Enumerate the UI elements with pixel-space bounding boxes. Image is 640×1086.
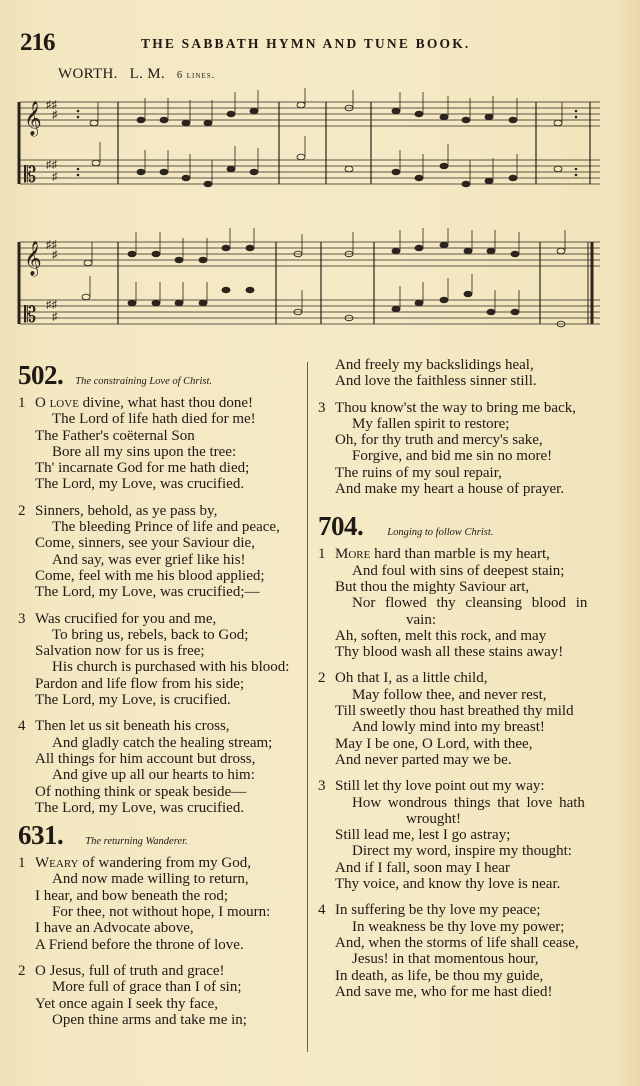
first-word: Weary xyxy=(35,855,79,872)
music-score-system-2 xyxy=(16,228,600,338)
tune-lines: 6 lines. xyxy=(176,70,216,81)
hymn-line: And never parted may we be. xyxy=(335,751,512,768)
hymn-line: In death, as life, be thou my guide, xyxy=(335,967,544,984)
hymn-line: Till sweetly thou hast breathed thy mild xyxy=(335,703,574,720)
hymn-line: For thee, not without hope, I mourn: xyxy=(52,904,271,921)
hymn-line: And say, was ever grief like his! xyxy=(52,551,246,568)
tune-name: WORTH. xyxy=(58,66,118,82)
hymn-heading xyxy=(18,820,318,851)
stanza-1 xyxy=(318,546,618,660)
stanza-4 xyxy=(318,902,618,1000)
hymn-line: All things for him account but dross, xyxy=(35,750,256,767)
hymn-line: Open thine arms and take me in; xyxy=(52,1011,247,1028)
hymn-line: My fallen spirit to restore; xyxy=(352,415,510,432)
running-title: THE SABBATH HYMN AND TUNE BOOK. xyxy=(141,36,471,51)
stanza-3 xyxy=(318,400,618,498)
svg-text:𝄞: 𝄞 xyxy=(24,242,42,275)
hymn-line: Come, feel with me his blood applied; xyxy=(35,567,265,584)
verse-number: 2 xyxy=(18,962,26,979)
music-score-system-1 xyxy=(16,88,600,198)
stanza-3 xyxy=(318,778,618,892)
hymn-line: Oh that I, as a little child, xyxy=(335,670,488,687)
hymn-heading xyxy=(18,360,318,391)
hymn-number: 502. xyxy=(18,360,64,390)
hymn-631 xyxy=(18,820,318,1028)
staff-notation xyxy=(16,228,600,338)
svg-text:♯: ♯ xyxy=(52,171,58,183)
stanza-4 xyxy=(18,718,318,816)
hymn-line: Salvation now for us is free; xyxy=(35,643,205,660)
page-number: 216 xyxy=(20,29,55,56)
hymn-line: Of nothing think or speak beside— xyxy=(35,783,247,800)
svg-text:𝄡: 𝄡 xyxy=(24,302,37,327)
svg-text:𝄡: 𝄡 xyxy=(24,162,37,187)
hymn-line: Sinners, behold, as ye pass by, xyxy=(35,502,218,519)
hymn-line: And save me, who for me hast died! xyxy=(335,983,553,1000)
hymn-title: The returning Wanderer. xyxy=(85,836,188,848)
hymn-line: The Lord, my Love, was crucified. xyxy=(35,799,245,816)
hymn-line: O Jesus, full of truth and grace! xyxy=(35,962,225,979)
stanza-2 xyxy=(318,670,618,768)
hymn-line: In weakness be thy love my power; xyxy=(352,918,565,935)
hymn-heading xyxy=(318,511,618,542)
hymn-line: And if I fall, soon may I hear xyxy=(335,859,510,876)
hymn-title: The constraining Love of Christ. xyxy=(75,376,213,387)
hymn-line: More full of grace than I of sin; xyxy=(52,979,242,996)
hymn-line: Nor flowed thy cleansing blood in xyxy=(352,595,588,612)
hymn-line: I have an Advocate above, xyxy=(35,920,194,937)
hymn-line: hard than marble is my heart, xyxy=(370,546,550,563)
hymn-title: Longing to follow Christ. xyxy=(387,527,494,539)
hymn-line: In suffering be thy love my peace; xyxy=(335,902,541,919)
hymn-line: Direct my word, inspire my thought: xyxy=(352,843,572,860)
svg-text:♯: ♯ xyxy=(52,311,58,323)
verse-number: 4 xyxy=(318,902,326,919)
hymn-line: The Father's coëternal Son xyxy=(35,427,195,444)
verse-number: 3 xyxy=(18,610,26,627)
hymn-line: The Lord, my Love, was crucified;— xyxy=(35,584,260,601)
stanza-2 xyxy=(18,963,318,1028)
hymn-line: The bleeding Prince of life and peace, xyxy=(52,519,280,536)
verse-number: 3 xyxy=(318,778,326,795)
hymn-line: Still lead me, lest I go astray; xyxy=(335,827,511,844)
hymn-line: A Friend before the throne of love. xyxy=(35,936,244,953)
hymn-line: And make my heart a house of prayer. xyxy=(335,481,565,498)
hymn-line: And, when the storms of life shall cease, xyxy=(335,934,579,951)
hymn-line: The Lord, my Love, is crucified. xyxy=(35,692,231,709)
stanza-3 xyxy=(18,611,318,709)
hymn-line: May I be one, O Lord, with thee, xyxy=(335,735,533,752)
hymn-line: And foul with sins of deepest stain; xyxy=(352,562,565,579)
hymn-line: Th' incarnate God for me hath died; xyxy=(35,460,250,477)
hymn-line: His church is purchased with his blood: xyxy=(52,659,290,676)
svg-text:♯♯: ♯♯ xyxy=(46,239,57,251)
svg-text:𝄞: 𝄞 xyxy=(24,102,42,135)
tune-heading xyxy=(58,66,215,83)
hymn-line: of wandering from my God, xyxy=(78,855,251,872)
stanza-2-continued xyxy=(318,357,618,390)
hymn-631-continued xyxy=(318,357,618,497)
hymn-502 xyxy=(18,360,318,816)
svg-text:♯: ♯ xyxy=(52,249,58,261)
hymn-line: I hear, and bow beneath the rod; xyxy=(35,887,229,904)
svg-text:♯♯: ♯♯ xyxy=(46,99,57,111)
stanza-1 xyxy=(18,395,318,493)
hymn-line: And now made willing to return, xyxy=(52,871,249,888)
verse-number: 2 xyxy=(318,670,326,687)
hymn-line: And freely my backslidings heal, xyxy=(335,357,534,373)
hymn-line: Oh, for thy truth and mercy's sake, xyxy=(335,432,543,449)
hymn-line: Thou know'st the way to bring me back, xyxy=(335,399,576,416)
hymn-line: And give up all our hearts to him: xyxy=(52,767,255,784)
hymn-line: Forgive, and bid me sin no more! xyxy=(352,448,553,465)
hymn-line: wrought! xyxy=(406,810,461,827)
hymn-line: Ah, soften, melt this rock, and may xyxy=(335,627,547,644)
first-word: More xyxy=(335,546,371,563)
left-column xyxy=(18,360,318,1038)
staff-notation xyxy=(16,88,600,198)
svg-text:♯: ♯ xyxy=(52,109,58,121)
hymn-line: The Lord of life hath died for me! xyxy=(52,411,256,428)
tune-meter: L. M. xyxy=(129,66,165,82)
verse-number: 2 xyxy=(18,502,26,519)
verse-number: 3 xyxy=(318,399,326,416)
svg-text:♯♯: ♯♯ xyxy=(46,159,57,171)
hymn-line: Jesus! in that momentous hour, xyxy=(352,951,539,968)
verse-number: 1 xyxy=(18,395,26,411)
hymn-704 xyxy=(318,511,618,1000)
right-column xyxy=(318,357,618,1010)
hymn-number: 631. xyxy=(18,820,64,851)
hymn-line: Come, sinners, see your Saviour die, xyxy=(35,535,255,552)
stanza-1 xyxy=(18,855,318,953)
hymn-line: May follow thee, and never rest, xyxy=(352,686,547,703)
verse-number: 1 xyxy=(18,855,26,872)
hymn-line: divine, what hast thou done! xyxy=(78,395,254,411)
hymn-line: vain: xyxy=(406,611,436,628)
verse-number: 1 xyxy=(318,546,326,563)
hymn-line: Bore all my sins upon the tree: xyxy=(52,443,237,460)
verse-number: 4 xyxy=(18,718,26,735)
hymn-line: Thy voice, and know thy love is near. xyxy=(335,876,561,893)
hymn-line: Yet once again I seek thy face, xyxy=(35,995,218,1012)
hymn-line: And love the faithless sinner still. xyxy=(335,373,537,390)
hymn-line: And lowly mind into my breast! xyxy=(352,719,545,736)
hymn-line: Pardon and life flow from his side; xyxy=(35,675,245,692)
hymn-line: How wondrous things that love hath xyxy=(352,794,585,811)
hymn-line: To bring us, rebels, back to God; xyxy=(52,626,249,643)
hymn-line: Then let us sit beneath his cross, xyxy=(35,718,230,735)
hymn-line: Thy blood wash all these stains away! xyxy=(335,644,564,661)
hymn-line: Was crucified for you and me, xyxy=(35,610,217,627)
svg-text:♯♯: ♯♯ xyxy=(46,299,57,311)
hymn-line: But thou the mighty Saviour art, xyxy=(335,578,530,595)
first-word: O love xyxy=(35,395,79,411)
hymn-number: 704. xyxy=(318,511,364,542)
stanza-2 xyxy=(18,503,318,601)
hymn-line: The Lord, my Love, was crucified. xyxy=(35,476,245,493)
hymn-line: And gladly catch the healing stream; xyxy=(52,734,273,751)
hymn-line: Still let thy love point out my way: xyxy=(335,778,545,795)
hymn-line: The ruins of my soul repair, xyxy=(335,464,502,481)
